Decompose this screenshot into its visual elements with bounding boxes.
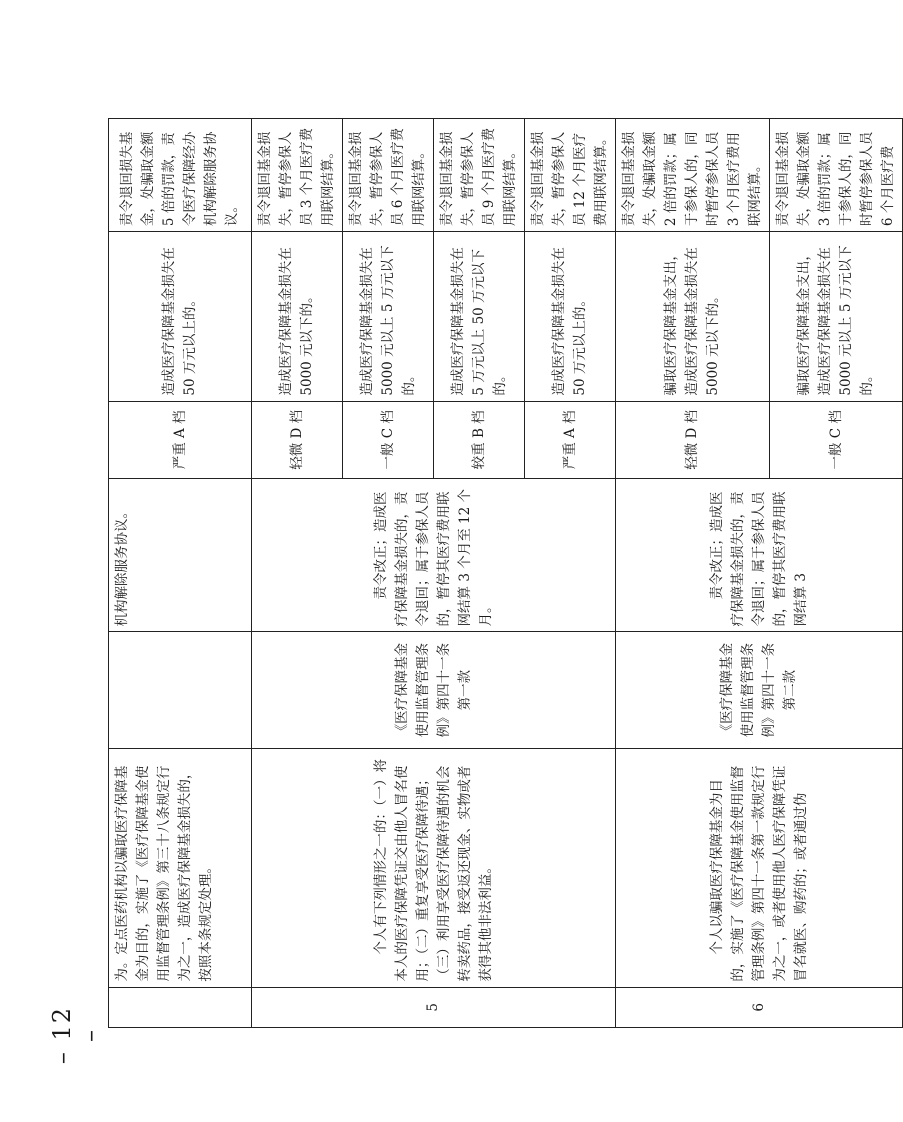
circumstance-cell: 造成医疗保障基金损失在 5000 元以上 5 万元以下的。 (343, 232, 434, 402)
penalty-discretion-table (108, 118, 903, 1028)
rotated-table-wrapper (108, 118, 896, 1028)
table-row (252, 119, 343, 1028)
discretion-standard-cell: 责令退回基金损失，处骗取金额 2 倍的罚款；属于参保人的，同时暂停参保人员 3 个月医疗费用联网结算。 (616, 119, 770, 232)
discretion-standard-cell: 责令退回基金损失，暂停参保人员 6 个月医疗费用联网结算。 (343, 119, 434, 232)
row-number-cell: 5 (252, 987, 616, 1027)
circumstance-cell: 造成医疗保障基金损失在 50 万元以上的。 (525, 232, 616, 402)
discretion-standard-cell: 责令退回基金损失，处骗取金额 3 倍的罚款；属于参保人的，同时暂停参保人员 6 个月医疗费 (770, 119, 903, 232)
page-number: – 12 – (48, 1005, 104, 1065)
row-number-cell: 6 (616, 987, 903, 1027)
table-row-continuation (109, 119, 252, 1028)
discretion-standard-cell: 责令退回基金损失，暂停参保人员 3 个月医疗费用联网结算。 (252, 119, 343, 232)
circumstance-cell: 造成医疗保障基金损失在 50 万元以上的。 (109, 232, 252, 402)
table-row (616, 119, 770, 1028)
circumstance-cell: 造成医疗保障基金损失在 5 万元以上 50 万元以下的。 (434, 232, 525, 402)
discretion-standard-cell: 责令退回损失基金，处骗取金额 5 倍的罚款，责令医疗保障经办机构解除服务协议。 (109, 119, 252, 232)
discretion-level-cell: 严重 A 档 (109, 401, 252, 478)
discretion-level-cell: 较重 B 档 (434, 401, 525, 478)
circumstance-cell: 骗取医疗保障基金支出，造成医疗保障基金损失在 5000 元以上 5 万元以下的。 (770, 232, 903, 402)
penalty-range-cell: 机构解除服务协议。 (109, 479, 252, 632)
penalty-range-cell: 责令改正；造成医疗保障基金损失的，责令退回；属于参保人员的，暂停其医疗费用联网结算 3 (616, 479, 903, 632)
legal-basis-cell (109, 632, 252, 748)
circumstance-cell: 骗取医疗保障基金支出，造成医疗保障基金损失在 5000 元以下的。 (616, 232, 770, 402)
row-number-cell (109, 987, 252, 1027)
penalty-range-cell: 责令改正；造成医疗保障基金损失的，责令退回；属于参保人员的，暂停其医疗费用联网结算 3 个月至 12 个月。 (252, 479, 616, 632)
discretion-standard-cell: 责令退回基金损失，暂停参保人员 9 个月医疗费用联网结算。 (434, 119, 525, 232)
violation-condition-cell: 个人有下列情形之一的：（一）将本人的医疗保障凭证交由他人冒名使用；（二）重复享受医疗保障待遇；（三）利用享受医疗保障待遇的机会转卖药品，接受返还现金、实物或者获得其他非法利益。 (252, 748, 616, 987)
discretion-level-cell: 一般 C 档 (770, 401, 903, 478)
discretion-level-cell: 轻微 D 档 (252, 401, 343, 478)
legal-basis-cell: 《医疗保障基金使用监督管理条例》第四十一条第一款 (252, 632, 616, 748)
legal-basis-cell: 《医疗保障基金使用监督管理条例》第四十一条第二款 (616, 632, 903, 748)
discretion-level-cell: 严重 A 档 (525, 401, 616, 478)
discretion-standard-cell: 责令退回基金损失，暂停参保人员 12 个月医疗费用联网结算。 (525, 119, 616, 232)
violation-condition-cell: 为。定点医药机构以骗取医疗保障基金为目的，实施了《医疗保障基金使用监督管理条例》第三十八条规定行为之一，造成医疗保障基金损失的，按照本条规定处理。 (109, 748, 252, 987)
discretion-level-cell: 一般 C 档 (343, 401, 434, 478)
circumstance-cell: 造成医疗保障基金损失在 5000 元以下的。 (252, 232, 343, 402)
discretion-level-cell: 轻微 D 档 (616, 401, 770, 478)
violation-condition-cell: 个人以骗取医疗保障基金为目的，实施了《医疗保障基金使用监督管理条例》第四十一条第一款规定行为之一，或者使用他人医疗保障凭证冒名就医、购药的；或者通过伪 (616, 748, 903, 987)
